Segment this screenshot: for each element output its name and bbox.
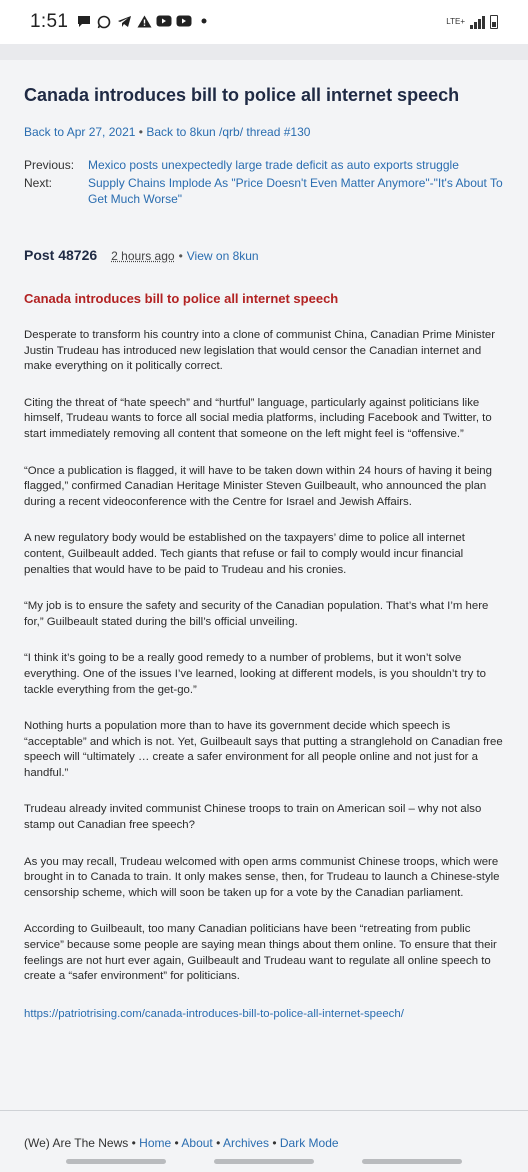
paragraph: According to Guilbeault, too many Canadian politicians have been “retreating from public service” because some people are saying mean things about them online. To ensure that their feelings are not hurt ever again, Guilbeault and Trudeau want to regulate all online speech to create a “safer environment” for politicians. (24, 923, 497, 983)
site-name: (We) Are The News (24, 1136, 129, 1150)
dot-icon (196, 15, 212, 29)
footer-separator: • (216, 1136, 221, 1150)
footer (24, 1136, 339, 1150)
footer-separator: • (272, 1136, 277, 1150)
post-number: Post 48726 (24, 247, 98, 263)
footer-divider (0, 1110, 528, 1111)
paragraph: Trudeau already invited communist Chinese troops to train on American soil – why not also stamp out Canadian free speech? (24, 803, 482, 832)
clock: 1:51 (30, 11, 69, 32)
footer-separator: • (131, 1136, 136, 1150)
footer-separator: • (174, 1136, 179, 1150)
article (24, 60, 506, 1022)
gesture-bar (0, 1159, 528, 1165)
youtube-icon (176, 15, 192, 29)
about-link[interactable]: About (181, 1136, 213, 1150)
breadcrumb-separator: • (138, 125, 143, 139)
post-header (24, 247, 506, 263)
next-link[interactable]: Supply Chains Implode As "Price Doesn't Even Matter Anymore"-"It's About To Get Much Worse" (88, 176, 503, 206)
paragraph: “Once a publication is flagged, it will have to be taken down within 24 hours of having it being flagged,” confirmed Canadian Heritage Minister Steven Guilbeault, who announced the plan during a recent videoconference with the Centre for Israel and Jewish Affairs. (24, 464, 492, 508)
paragraph: As you may recall, Trudeau welcomed with open arms communist Chinese troops, which were brought in to Canada to train. It only makes sense, then, for Trudeau to launch a Chinese-style censorship scheme, which will soon be taken up for a vote by the Canadian parliament. (24, 855, 500, 899)
system-icons (446, 15, 498, 29)
gesture-handle-left[interactable] (66, 1159, 166, 1164)
paragraph: “My job is to ensure the safety and security of the Canadian population. That’s what I’m here for,” Guilbeault stated during the bill’s official unveiling. (24, 600, 489, 628)
paragraph: Citing the threat of “hate speech” and “hurtful” language, particularly against politicians like himself, Trudeau wants to force all social media platforms, including Facebook and Twitter, to start immediately removing all content that someone on the left might feel is “offensive.” (24, 396, 492, 440)
message-icon (76, 15, 92, 29)
breadcrumb (24, 124, 506, 140)
telegram-icon (116, 15, 132, 29)
home-link[interactable]: Home (139, 1136, 172, 1150)
dark-mode-link[interactable]: Dark Mode (279, 1136, 339, 1150)
next-label: Next: (24, 176, 53, 190)
network-type: LTE+ (446, 17, 465, 26)
back-to-thread-link[interactable]: Back to 8kun /qrb/ thread #130 (146, 125, 311, 139)
page-title: Canada introduces bill to police all internet speech (24, 85, 460, 105)
battery-icon (490, 15, 498, 29)
warning-icon (136, 15, 152, 29)
post-timestamp: 2 hours ago (111, 249, 175, 263)
status-bar (0, 0, 528, 44)
gesture-handle-right[interactable] (362, 1159, 462, 1164)
view-on-8kun-link[interactable]: View on 8kun (186, 249, 259, 263)
back-to-date-link[interactable]: Back to Apr 27, 2021 (24, 125, 136, 139)
gesture-handle-center[interactable] (214, 1159, 314, 1164)
header-band (0, 44, 528, 60)
previous-label: Previous: (24, 158, 75, 172)
whatsapp-icon (96, 15, 112, 29)
paragraph: A new regulatory body would be established on the taxpayers’ dime to police all internet content, Guilbeault added. Tech giants that refuse or fail to comply would incur financial penalties that would have to be paid to Trudeau and his cronies. (24, 532, 465, 576)
next-row (24, 175, 506, 207)
paragraph: Desperate to transform his country into a clone of communist China, Canadian Prime Minister Justin Trudeau has introduced new legislation that would censor the Canadian internet and make everything on it politically correct. (24, 329, 496, 373)
previous-link[interactable]: Mexico posts unexpectedly large trade deficit as auto exports struggle (88, 158, 459, 172)
previous-row (24, 157, 506, 173)
post-navigation (24, 157, 506, 207)
media-icon (156, 15, 172, 29)
post-separator: • (178, 249, 183, 263)
paragraph: Nothing hurts a population more than to have its government decide which speech is “acceptable” and which is not. Yet, Guilbeault says that putting a stranglehold on Canadian free speech will “ultimately … create a safer environment for all people online and not just for a handful.” (24, 720, 503, 779)
post-title: Canada introduces bill to police all internet speech (24, 291, 339, 306)
source-link[interactable]: https://patriotrising.com/canada-introduces-bill-to-police-all-internet-speech/ (24, 1007, 404, 1020)
archives-link[interactable]: Archives (222, 1136, 269, 1150)
signal-icon (470, 16, 485, 29)
paragraph: “I think it’s going to be a really good remedy to a number of problems, but it won’t solve everything. One of the issues I’ve learned, looking at different models, is you shouldn’t try to tackle everything from the get-go.” (24, 652, 486, 696)
notification-icons (76, 15, 212, 29)
